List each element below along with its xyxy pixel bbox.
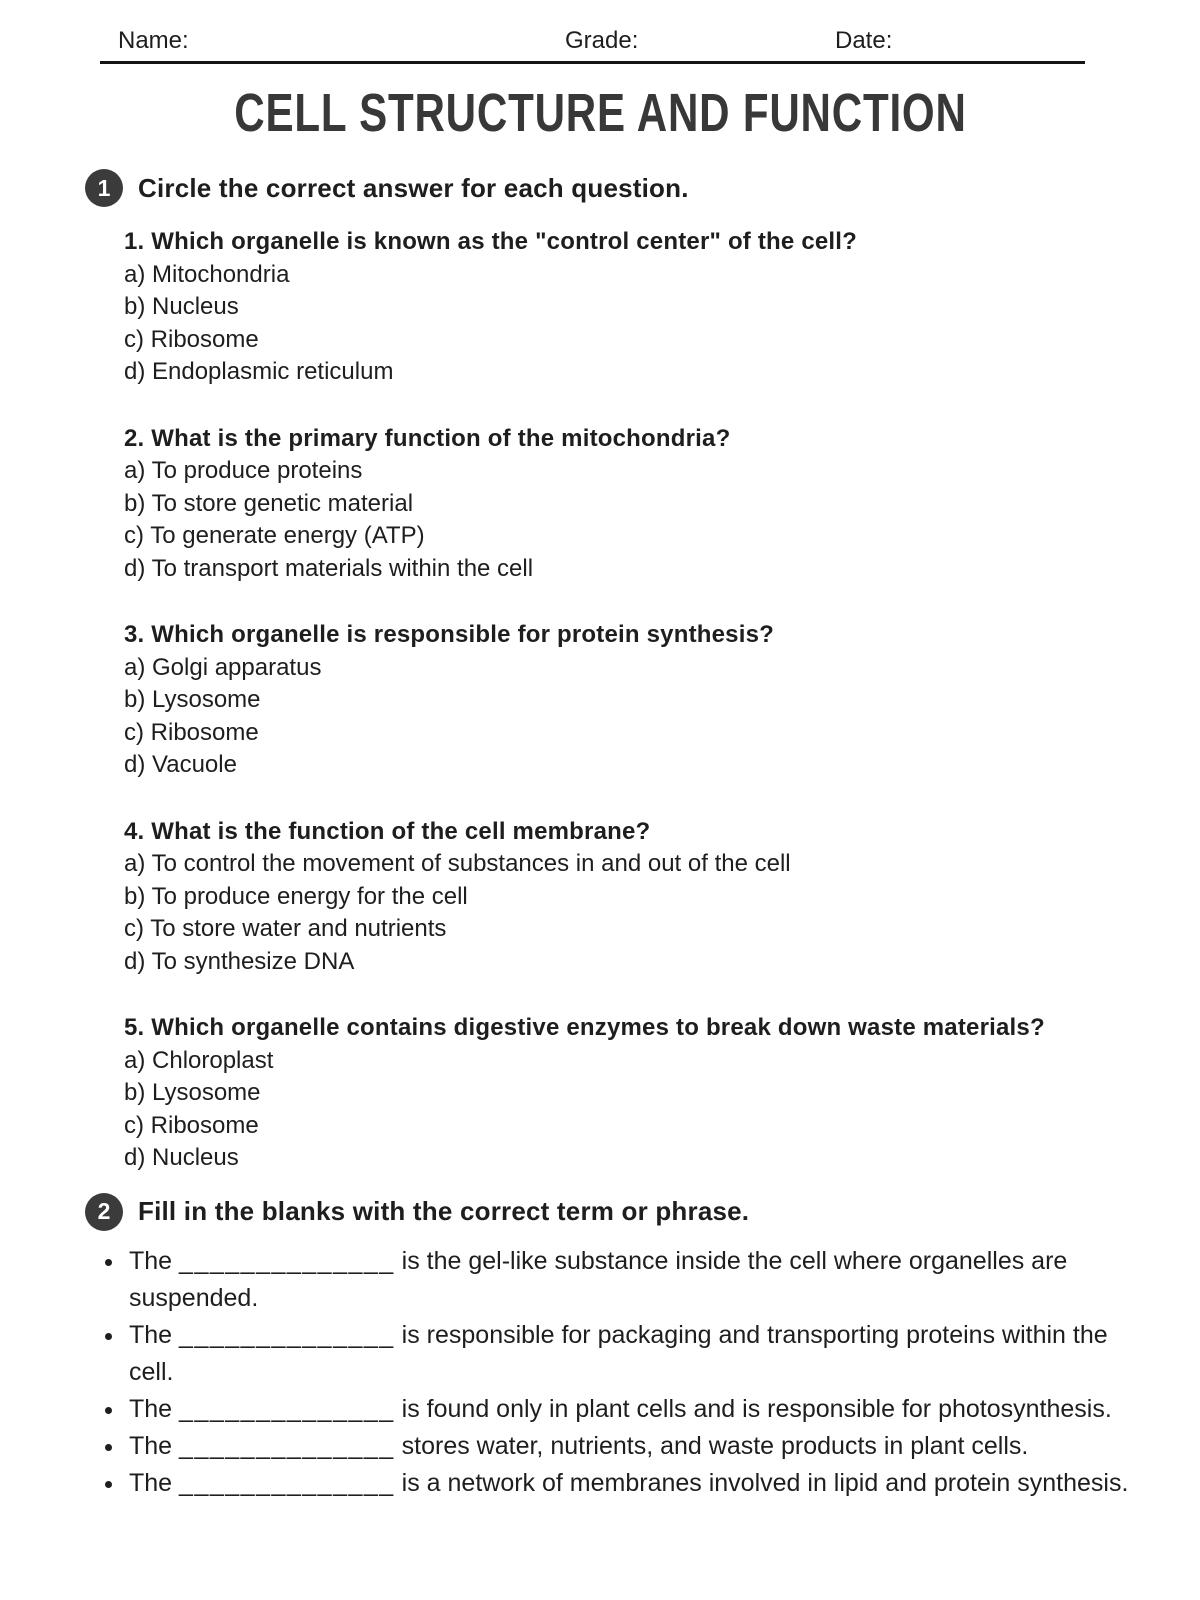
sentence-rest: is a network of membranes involved in lipid and protein synthesis.: [401, 1468, 1129, 1497]
fill-blank-item-4: [100, 1428, 1145, 1465]
sentence-lead: The: [129, 1468, 173, 1497]
question-3-prompt: 3. Which organelle is responsible for protein synthesis?: [124, 621, 775, 648]
sentence-rest: is the gel-like substance inside the cell where organelles are suspended.: [129, 1246, 1068, 1312]
section-2-heading: Fill in the blanks with the correct term or phrase.: [138, 1196, 750, 1226]
question-1-prompt: 1. Which organelle is known as the "control center" of the cell?: [124, 228, 858, 255]
question-4-option-c: c) To store water and nutrients: [124, 915, 447, 942]
question-4-option-a: a) To control the movement of substances in and out of the cell: [124, 850, 791, 877]
bullet-dot: [105, 1259, 112, 1266]
sentence-rest: is found only in plant cells and is responsible for photosynthesis.: [401, 1394, 1112, 1423]
question-2-option-d: d) To transport materials within the cell: [124, 554, 534, 582]
answer-blank: ______________: [179, 1431, 395, 1460]
question-5-option-d: d) Nucleus: [124, 1144, 239, 1171]
name-label: Name:: [118, 27, 189, 54]
question-1-option-c: c) Ribosome: [124, 325, 259, 353]
question-2-prompt: 2. What is the primary function of the mitochondria?: [124, 424, 731, 452]
answer-blank: ______________: [179, 1320, 395, 1349]
fill-blank-item-2: [100, 1317, 1145, 1391]
question-1-option-b: b) Nucleus: [124, 293, 239, 320]
question-2-option-c: c) To generate energy (ATP): [124, 522, 425, 549]
date-label: Date:: [835, 27, 893, 54]
question-4: [124, 816, 1144, 979]
question-5-prompt: 5. Which organelle contains digestive enzymes to break down waste materials?: [124, 1014, 1045, 1041]
header-underline: [100, 61, 1085, 64]
fill-blank-sentence-2: [129, 1317, 1145, 1391]
section-2-header: [85, 1193, 1200, 1231]
question-4-prompt: 4. What is the function of the cell membrane?: [124, 817, 651, 845]
fill-blank-item-1: [100, 1243, 1145, 1317]
bullet-dot: [105, 1444, 112, 1451]
question-2-option-b: b) To store genetic material: [124, 489, 414, 517]
grade-label: Grade:: [565, 27, 639, 54]
question-3: [124, 619, 1144, 782]
question-5-option-c: c) Ribosome: [124, 1111, 259, 1139]
bullet-dot: [105, 1481, 112, 1488]
section-1-number-badge: 1: [85, 169, 123, 207]
fill-blank-sentence-1: [129, 1243, 1145, 1317]
sentence-rest: is responsible for packaging and transporting proteins within the cell.: [129, 1320, 1108, 1386]
sentence-rest: stores water, nutrients, and waste products in plant cells.: [401, 1431, 1029, 1460]
answer-blank: ______________: [179, 1246, 395, 1275]
question-1: [124, 226, 1144, 389]
question-5-option-b: b) Lysosome: [124, 1079, 261, 1106]
fill-blank-sentence-5: [129, 1465, 1145, 1502]
answer-blank: ______________: [179, 1394, 395, 1423]
question-2-option-a: a) To produce proteins: [124, 457, 363, 484]
bullet-dot: [105, 1333, 112, 1340]
question-2: [124, 423, 1144, 586]
sentence-lead: The: [129, 1431, 173, 1460]
question-5: [124, 1012, 1144, 1175]
fill-blank-sentence-4: [129, 1428, 1145, 1465]
section-1-heading: Circle the correct answer for each question.: [138, 172, 689, 203]
sentence-lead: The: [129, 1246, 173, 1275]
question-4-option-b: b) To produce energy for the cell: [124, 882, 468, 910]
sentence-lead: The: [129, 1394, 173, 1423]
sentence-lead: The: [129, 1320, 173, 1349]
fill-blank-item-3: [100, 1391, 1145, 1428]
question-5-option-a: a) Chloroplast: [124, 1046, 274, 1074]
bullet-dot: [105, 1407, 112, 1414]
section-1-header: [85, 169, 1200, 207]
fill-blank-sentence-3: [129, 1391, 1145, 1428]
page-title: CELL STRUCTURE AND FUNCTION: [233, 83, 967, 143]
header-fields: [0, 26, 1200, 55]
question-3-option-c: c) Ribosome: [124, 718, 259, 746]
question-1-option-a: a) Mitochondria: [124, 260, 290, 288]
question-1-option-d: d) Endoplasmic reticulum: [124, 358, 394, 385]
answer-blank: ______________: [179, 1468, 395, 1497]
fill-blank-list: [100, 1243, 1145, 1502]
question-3-option-d: d) Vacuole: [124, 751, 237, 778]
fill-blank-item-5: [100, 1465, 1145, 1502]
question-4-option-d: d) To synthesize DNA: [124, 947, 355, 975]
section-2-number-badge: 2: [85, 1193, 123, 1231]
question-3-option-a: a) Golgi apparatus: [124, 653, 322, 681]
question-3-option-b: b) Lysosome: [124, 686, 261, 713]
